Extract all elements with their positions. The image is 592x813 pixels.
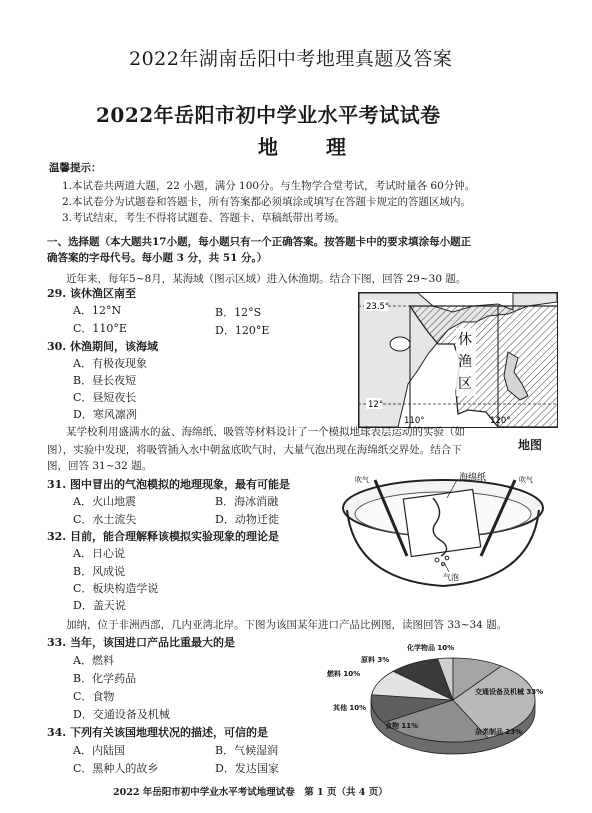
q34-option-d: D．发达国家 bbox=[215, 762, 279, 775]
q29-option-c: C．110°E bbox=[73, 322, 127, 335]
q29-option-d: D．120°E bbox=[215, 324, 270, 337]
pie-label-6: 原料 3% bbox=[361, 656, 390, 664]
q33-option-b: B．化学药品 bbox=[73, 672, 137, 685]
lat-top-label: 23.5° bbox=[366, 302, 390, 312]
q32-option-d: D．盖天说 bbox=[73, 599, 126, 612]
label-bubbles: 气泡 bbox=[443, 573, 459, 582]
q32-option-a: A．日心说 bbox=[73, 547, 125, 560]
label-blow-left: 吹气 bbox=[355, 476, 369, 484]
label-blow-right: 吹气 bbox=[519, 476, 533, 484]
q34-option-c: C．黑种人的故乡 bbox=[73, 762, 159, 775]
pie-label-3: 食物 11% bbox=[385, 722, 419, 730]
label-sponge-paper: 海绵纸 bbox=[459, 473, 487, 483]
section1-heading-cont: 确答案的字母代号。每小题 3 分，共 51 分。） bbox=[47, 252, 268, 264]
q33-option-a: A．燃料 bbox=[73, 654, 114, 667]
zone-char-1: 休 bbox=[458, 332, 472, 348]
q32-option-b: B．风成说 bbox=[73, 565, 126, 578]
q34-option-b: B．气候湿润 bbox=[215, 744, 279, 757]
q30-option-c: C．昼短夜长 bbox=[73, 391, 137, 404]
pie-label-4: 其他 10% bbox=[333, 704, 367, 712]
q29-stem: 29. 该休渔区南至 bbox=[47, 287, 136, 300]
intro-31-32-line3: 图，回答 31~32 题。 bbox=[47, 460, 153, 472]
q31-option-b: B．海冰消融 bbox=[215, 495, 279, 508]
q30-stem: 30. 休渔期间，该海域 bbox=[47, 340, 158, 353]
page-footer: 2022 年岳阳市初中学业水平考试地理试卷 第 1 页（共 4 页） bbox=[113, 787, 388, 798]
sponge-paper bbox=[403, 489, 480, 556]
tip-1: 1.本试卷共两道大题，22 小题，满分 100分。与生物学合堂考试，考试时量各 60分钟。 bbox=[62, 180, 476, 192]
map-caption: 地图 bbox=[518, 438, 543, 452]
exam-title: 2022年岳阳市初中学业水平考试试卷 bbox=[96, 103, 441, 127]
hainan-island bbox=[390, 337, 410, 351]
lat-bottom-label: 12° bbox=[368, 400, 384, 410]
lon-right-label: 120° bbox=[490, 416, 511, 426]
q31-option-a: A．火山地震 bbox=[73, 495, 136, 508]
q30-option-b: B．昼长夜短 bbox=[73, 374, 137, 387]
section1-heading: 一、选择题（本大题共17小题，每小题只有一个正确答案。按答题卡中的要求填涂每小题正 bbox=[47, 236, 472, 248]
q32-option-c: C．板块构造学说 bbox=[73, 582, 159, 595]
pie-label-7: 化学物品 10% bbox=[407, 644, 455, 652]
pie-label-2: 杂类制品 23% bbox=[475, 728, 523, 736]
basin-experiment-figure bbox=[335, 468, 555, 596]
pie-label-1: 交通设备及机械 33% bbox=[475, 688, 544, 696]
q34-stem: 34. 下列有关该国地理状况的描述，可信的是 bbox=[47, 726, 268, 739]
q33-option-d: D．交通设备及机械 bbox=[73, 708, 170, 721]
subject-title: 地 理 bbox=[258, 135, 360, 159]
lon-left-label: 110° bbox=[404, 416, 425, 426]
tip-2: 2.本试卷分为试题卷和答题卡，所有答案都必须填涂或填写在答题卡规定的答题区域内。 bbox=[62, 196, 472, 208]
q29-option-a: A．12°N bbox=[73, 304, 122, 317]
tip-3: 3.考试结束，考生不得将试题卷、答题卡、草稿纸带出考场。 bbox=[62, 212, 346, 224]
q31-stem: 31. 图中冒出的气泡模拟的地理现象，最有可能是 bbox=[47, 478, 290, 491]
q33-option-c: C．食物 bbox=[73, 690, 115, 703]
zone-char-2: 渔 bbox=[458, 354, 472, 370]
q30-option-a: A．有极夜现象 bbox=[73, 357, 147, 370]
intro-31-32-line1: 某学校利用盛满水的盆、海绵纸、吸管等材料设计了一个模拟地球表层运动的实验（如 bbox=[66, 426, 465, 438]
q34-option-a: A．内陆国 bbox=[73, 744, 125, 757]
intro-33-34: 加纳，位于非洲西部，几内亚湾北岸。下图为该国某年进口产品比例图，读图回答 33~34 题。 bbox=[66, 619, 508, 631]
pie-label-5: 燃料 10% bbox=[327, 670, 361, 678]
intro-29-30: 近年来，每年5~8月，某海域（图示区域）进入休渔期。结合下图，回答 29~30 题。 bbox=[66, 273, 467, 285]
fishing-zone-map bbox=[358, 292, 558, 428]
import-pie-chart bbox=[325, 636, 575, 766]
q30-option-d: D．寒风凛冽 bbox=[73, 408, 137, 421]
tips-label: 温馨提示： bbox=[49, 162, 102, 174]
q31-option-d: D．动物迁徙 bbox=[215, 513, 279, 526]
q33-stem: 33. 当年，该国进口产品比重最大的是 bbox=[47, 636, 235, 649]
q29-option-b: B．12°S bbox=[215, 306, 262, 319]
q31-option-c: C．水土流失 bbox=[73, 513, 137, 526]
intro-31-32-line2: 图），实验中发现，将吸管插入水中朝盆底吹气时，大量气泡出现在海绵纸交界处。结合下 bbox=[47, 444, 462, 456]
document-title: 2022年湖南岳阳中考地理真题及答案 bbox=[129, 48, 453, 70]
zone-char-3: 区 bbox=[458, 376, 472, 392]
q32-stem: 32. 目前，能合理解释该模拟实验现象的理论是 bbox=[47, 530, 279, 543]
